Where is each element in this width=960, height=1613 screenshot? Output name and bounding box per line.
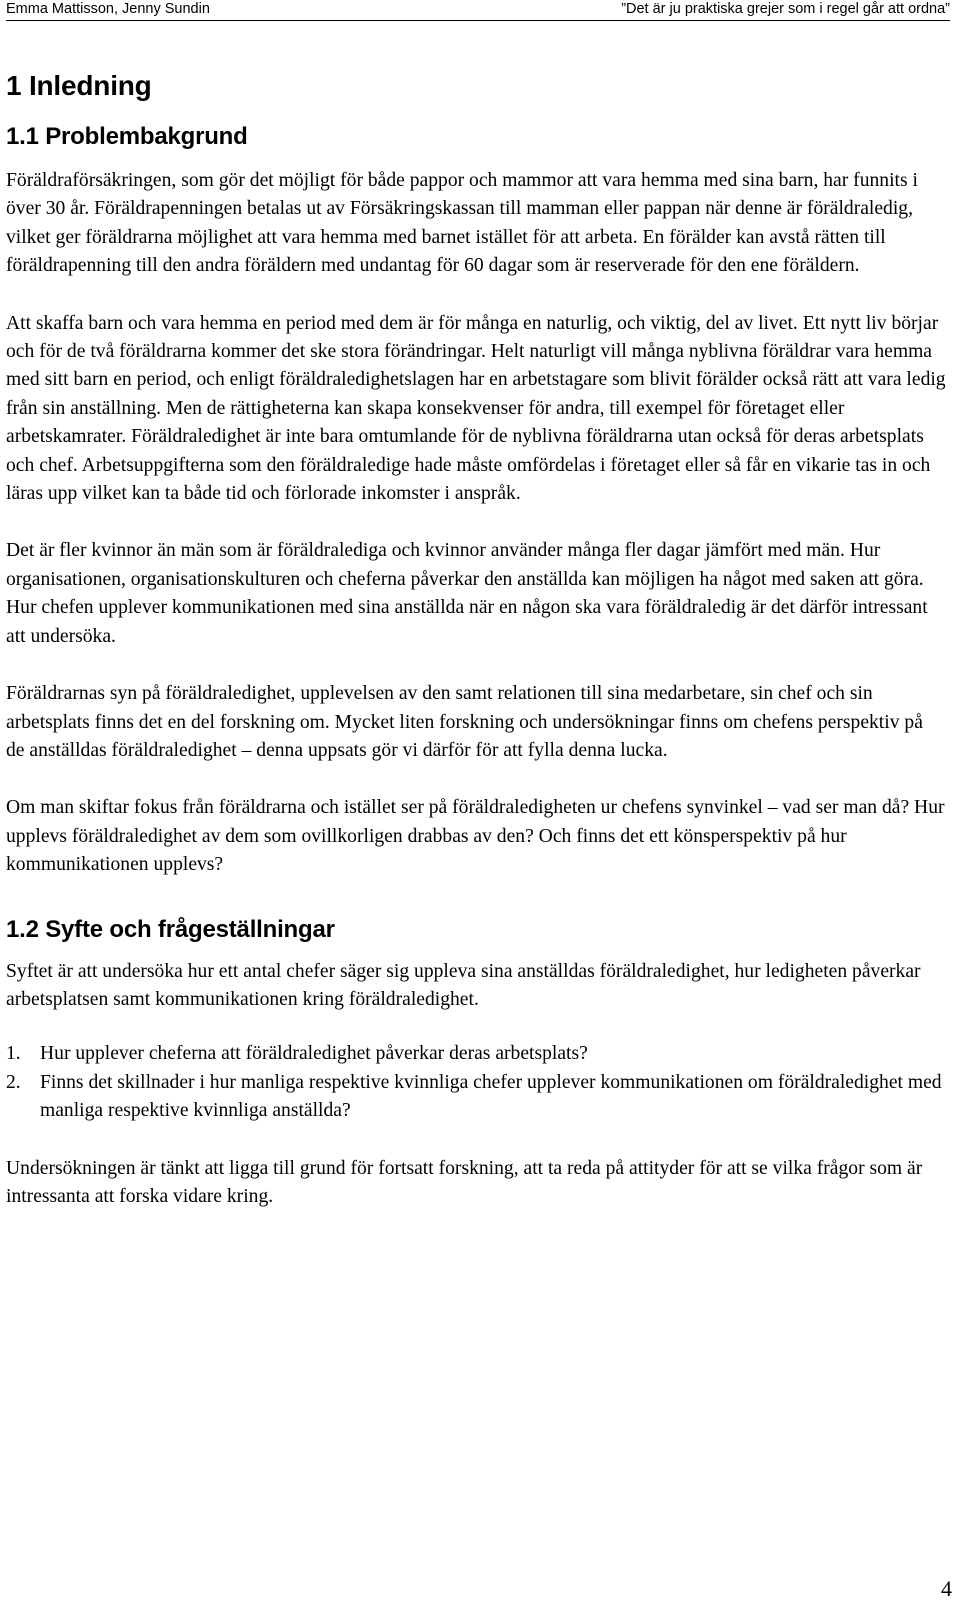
section-heading-problembakgrund: 1.1 Problembakgrund [6,123,248,150]
paragraph-2: Att skaffa barn och vara hemma en period med dem är för många en naturlig, och viktig, del av livet. Ett nytt liv börjar och för de två föräldrarna kommer det ske stora förändringar. Helt naturligt vill många nyblivna föräldrar vara hemma med sitt barn en period, och enligt föräldraledighetslagen har en arbetstagare som blivit förälder också rätt att vara ledig från sin anställning. Men de rättigheterna kan skapa konsekvenser för andra, till exempel för företaget eller arbetskamrater. Föräldraledighet är inte bara omtumlande för de nyblivna föräldrarna utan också för deras arbetsplats och chef. Arbetsuppgifterna som den föräldraledige hade måste omfördelas i företaget eller så får en vikarie tas in och läras upp vilket kan ta både tid och förlorade inkomster i anspråk. [6,312,946,505]
list-item-text: Finns det skillnader i hur manliga respektive kvinnliga chefer upplever kommunikationen om föräldraledighet med manliga respektive kvinnliga anställda? [40,1071,942,1122]
paragraph-6: Syftet är att undersöka hur ett antal chefer säger sig uppleva sina anställdas föräldraledighet, hur ledigheten påverkar arbetsplatsen samt kommunikationen kring föräldraledighet. [6,960,921,1010]
paragraph-3: Det är fler kvinnor än män som är föräldralediga och kvinnor använder många fler dagar jämfört med män. Hur organisationen, organisationskulturen och cheferna påverkar den anställda kan möjligen ha något med saken att göra. Hur chefen upplever kommunikationen med sina anställda när en någon ska vara föräldraledig är det därför intressant att undersöka. [6,540,928,647]
header-rule [6,20,950,21]
paragraph-7: Undersökningen är tänkt att ligga till grund för fortsatt forskning, att ta reda på attityder för att se vilka frågor som är intressanta att forska vidare kring. [6,1157,923,1207]
list-item [6,1040,946,1068]
page-number: 4 [941,1576,952,1601]
page-header [6,0,950,22]
research-questions-list [6,1040,946,1125]
list-item-number: 2. [6,1071,21,1093]
header-authors: Emma Mattisson, Jenny Sundin [6,1,210,17]
list-item-text: Hur upplever cheferna att föräldraledighet påverkar deras arbetsplats? [40,1043,588,1065]
chapter-heading: 1 Inledning [6,70,152,101]
list-item [6,1069,946,1126]
header-title: ”Det är ju praktiska grejer som i regel går att ordna” [621,1,950,17]
paragraph-4: Föräldrarnas syn på föräldraledighet, upplevelsen av den samt relationen till sina medarbetare, sin chef och sin arbetsplats finns det en del forskning om. Mycket liten forskning och undersökningar finns om chefens perspektiv på de anställdas föräldraledighet – denna uppsats gör vi därför för att fylla denna lucka. [6,683,923,761]
list-item-number: 1. [6,1043,21,1065]
paragraph-1: Föräldraförsäkringen, som gör det möjligt för både pappor och mammor att vara hemma med sina barn, har funnits i över 30 år. Föräldrapenningen betalas ut av Försäkringskassan till mamman eller pappan när denne är föräldraledig, vilket ger föräldrarna möjlighet att vara hemma med barnet istället för att arbeta. En förälder kan avstå rätten till föräldrapenning till den andra föräldern med undantag för 60 dagar som är reserverade för den ene föräldern. [6,170,918,277]
document-body [6,68,946,1211]
paragraph-5: Om man skiftar fokus från föräldrarna och istället ser på föräldraledigheten ur chefens synvinkel – vad ser man då? Hur upplevs föräldraledighet av dem som ovillkorligen drabbas av den? Och finns det ett könsperspektiv på hur kommunikationen upplevs? [6,797,945,876]
section-heading-syfte: 1.2 Syfte och frågeställningar [6,915,335,943]
